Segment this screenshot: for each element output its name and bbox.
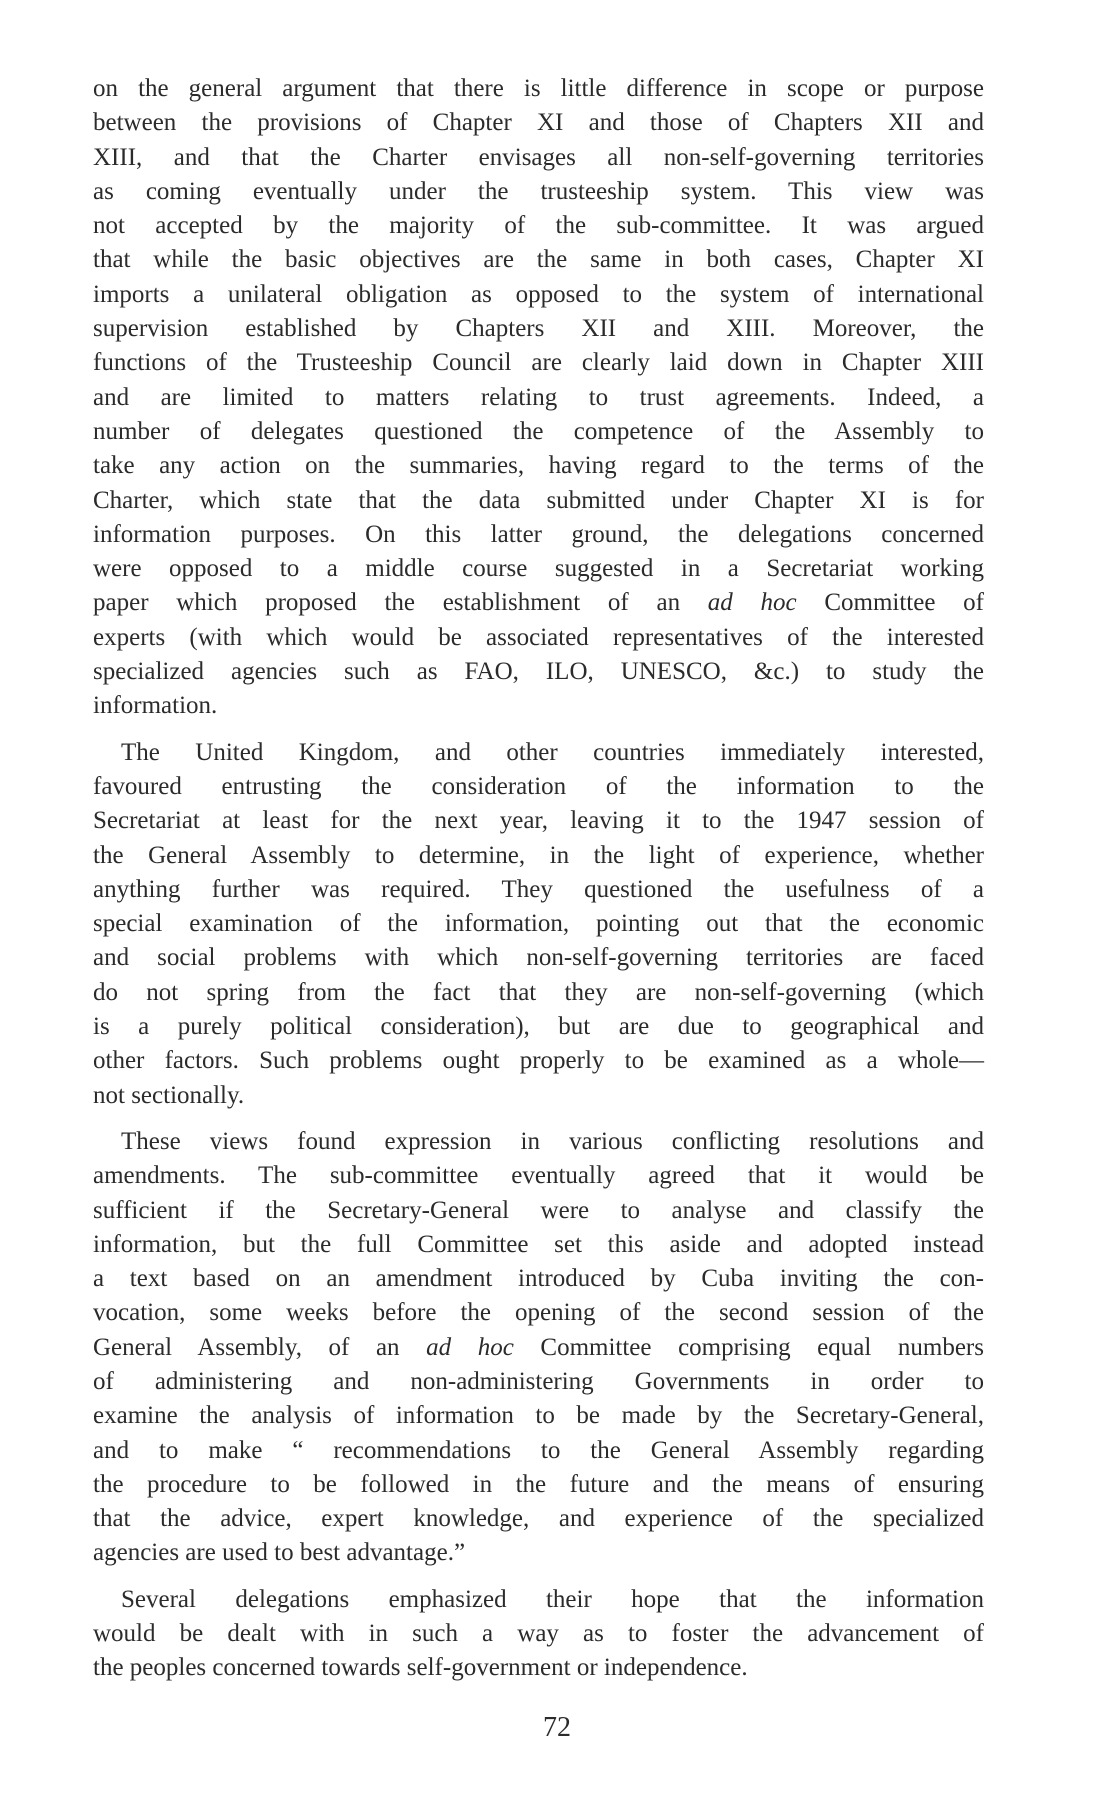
text-line: favoured entrusting the consideration of the information to the	[93, 772, 984, 800]
text-line: The United Kingdom, and other countries immediately interested,	[121, 738, 984, 766]
text-line: These views found expression in various conflicting resolutions and	[121, 1127, 984, 1155]
paragraph	[93, 736, 984, 1113]
text-line: the procedure to be followed in the future and the means of ensuring	[93, 1470, 984, 1498]
text-line: amendments. The sub-committee eventually agreed that it would be	[93, 1162, 984, 1190]
text-line: is a purely political consideration), but are due to geographical and	[93, 1013, 984, 1041]
text-line: and to make “ recommendations to the General Assembly regarding	[93, 1436, 984, 1464]
text-line: vocation, some weeks before the opening of the second session of the	[93, 1299, 984, 1327]
text-line: would be dealt with in such a way as to foster the advancement of	[93, 1620, 984, 1648]
text-line: agencies are used to best advantage.”	[93, 1539, 466, 1567]
text-segment: Committee of	[796, 589, 984, 617]
text-line: between the provisions of Chapter XI and those of Chapters XII and	[93, 109, 984, 137]
text-line: examine the analysis of information to be made by the Secretary-General,	[93, 1402, 984, 1430]
text-line: specialized agencies such as FAO, ILO, UNESCO, &c.) to study the	[93, 658, 984, 686]
text-line: special examination of the information, pointing out that the economic	[93, 910, 984, 938]
text-line: a text based on an amendment introduced by Cuba inviting the con-	[93, 1265, 984, 1293]
text-line: information purposes. On this latter ground, the delegations concerned	[93, 520, 984, 548]
text-line: experts (with which would be associated representatives of the interested	[93, 623, 984, 651]
text-line: do not spring from the fact that they are non-self-governing (which	[93, 978, 984, 1006]
text-line: that the advice, expert knowledge, and experience of the specialized	[93, 1505, 984, 1533]
text-line: functions of the Trusteeship Council are clearly laid down in Chapter XIII	[93, 349, 984, 377]
text-line: as coming eventually under the trusteeship system. This view was	[93, 177, 984, 205]
italic-text: ad hoc	[426, 1333, 514, 1361]
text-line: the peoples concerned towards self-government or independence.	[93, 1654, 748, 1682]
text-line: Charter, which state that the data submitted under Chapter XI is for	[93, 486, 984, 514]
text-line: were opposed to a middle course suggested in a Secretariat working	[93, 555, 984, 583]
text-line: Secretariat at least for the next year, leaving it to the 1947 session of	[93, 807, 984, 835]
text-line: not accepted by the majority of the sub-committee. It was argued	[93, 212, 984, 240]
text-line: of administering and non-administering Governments in order to	[93, 1367, 984, 1395]
paragraph	[93, 1583, 984, 1686]
text-line: Several delegations emphasized their hope that the information	[121, 1585, 984, 1613]
text-line: that while the basic objectives are the same in both cases, Chapter XI	[93, 246, 984, 274]
text-line: not sectionally.	[93, 1081, 245, 1109]
text-line: the General Assembly to determine, in the light of experience, whether	[93, 841, 984, 869]
text-line: on the general argument that there is little difference in scope or purpose	[93, 75, 984, 102]
text-line: information.	[93, 692, 218, 720]
text-segment: paper which proposed the establishment of an	[93, 589, 708, 617]
page-number: 72	[543, 1712, 571, 1743]
text-line: anything further was required. They questioned the usefulness of a	[93, 875, 984, 903]
text-line: and are limited to matters relating to trust agreements. Indeed, a	[93, 383, 984, 411]
document-body	[93, 72, 984, 1698]
text-line: sufficient if the Secretary-General were to analyse and classify the	[93, 1196, 984, 1224]
italic-text: ad hoc	[707, 589, 797, 617]
text-line: number of delegates questioned the competence of the Assembly to	[93, 417, 984, 445]
text-line: other factors. Such problems ought properly to be examined as a whole—	[93, 1047, 984, 1075]
text-line: supervision established by Chapters XII and XIII. Moreover, the	[93, 315, 984, 343]
text-segment: Committee comprising equal numbers	[513, 1333, 984, 1361]
text-line: and social problems with which non-self-governing territories are faced	[93, 944, 984, 972]
text-line	[93, 586, 984, 620]
text-line: imports a unilateral obligation as opposed to the system of international	[93, 280, 984, 308]
text-line: XIII, and that the Charter envisages all non-self-governing territories	[93, 143, 984, 171]
text-line: take any action on the summaries, having regard to the terms of the	[93, 452, 984, 480]
text-segment: General Assembly, of an	[93, 1333, 427, 1361]
text-line	[93, 1331, 984, 1365]
paragraph	[93, 72, 984, 724]
paragraph	[93, 1125, 984, 1571]
text-line: information, but the full Committee set this aside and adopted instead	[93, 1230, 984, 1258]
